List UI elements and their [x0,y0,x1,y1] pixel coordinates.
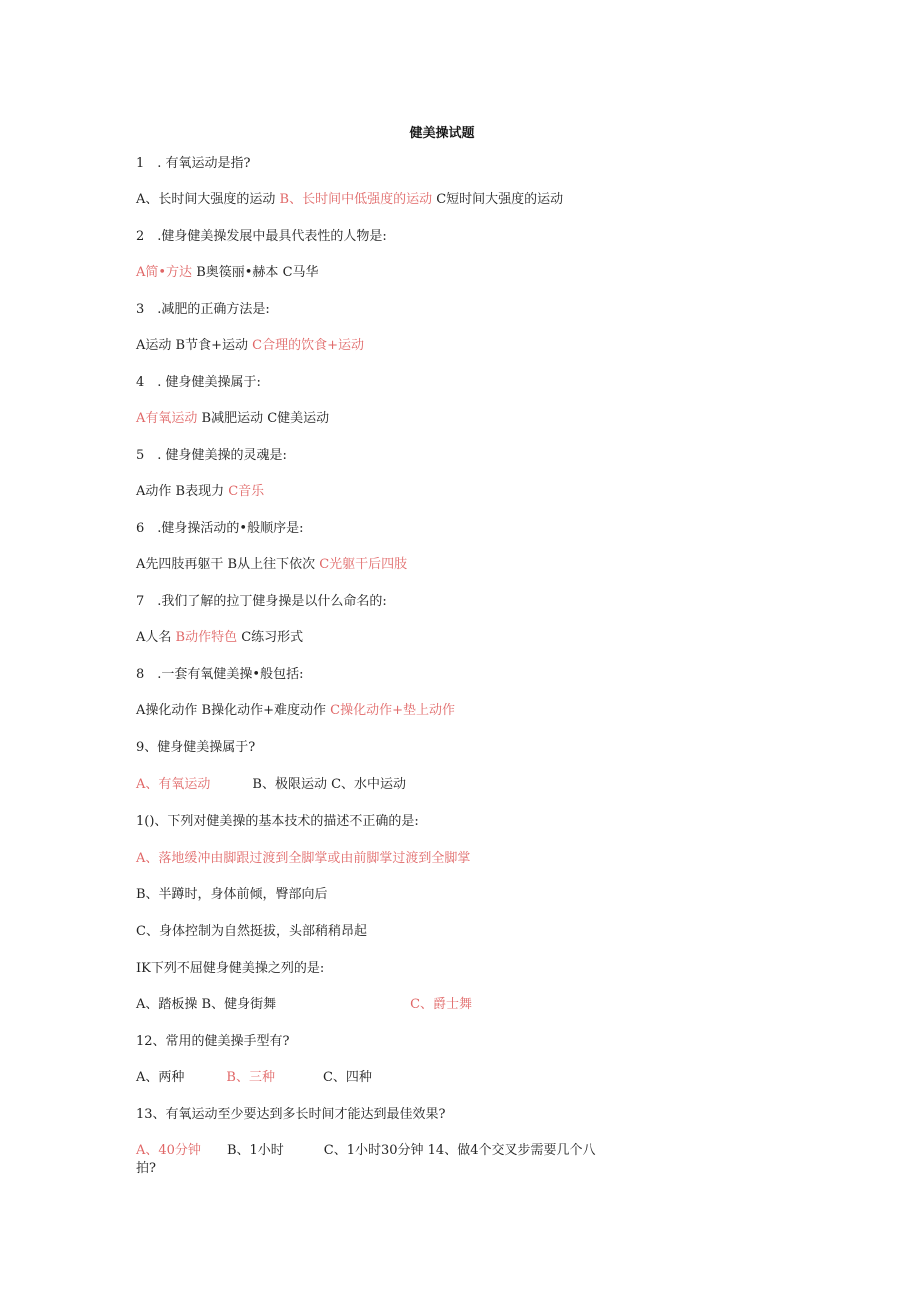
question-6: 6 .健身操活动的•般顺序是: [136,521,304,536]
question-5: 5 . 健身健美操的灵魂是: [136,448,287,463]
answer-2b: B奥篌丽•赫本 [196,265,283,280]
answers-11 [136,996,472,1014]
question-10: 1()、下列对健美操的基本技术的描述不正确的是: [136,814,419,829]
question-13: 13、有氧运动至少要达到多长时间才能达到最佳效果? [136,1107,446,1122]
answer-3a: A运动 [136,338,176,353]
answer-1b: B、长时间中低强度的运动 [279,192,437,207]
answers-8 [136,702,455,720]
answer-6c: C光躯干后四肢 [319,557,408,572]
answers-3 [136,337,364,355]
question-7: 7 .我们了解的拉丁健身操是以什么命名的: [136,594,387,609]
question-11: IK下列不屈健身健美操之列的是: [136,961,325,976]
page-title: 健美操试题 [409,126,475,141]
answer-2c: C马华 [282,265,319,280]
answer-8b: B操化动作+难度动作 [201,703,331,718]
answers-5 [136,483,264,501]
answer-9a: A、有氧运动 [136,777,211,792]
question-2: 2 .健身健美操发展中最具代表性的人物是: [136,229,387,244]
answer-4a: A有氧运动 [136,411,202,426]
answer-12b: B、三种 [226,1070,275,1085]
answer-9b: B、极限运动 [252,777,332,792]
answer-6a: A先四肢再躯干 [136,557,228,572]
answer-4b: B减肥运动 [201,411,268,426]
answer-3c: C合理的饮食+运动 [252,338,364,353]
answer-5b: B表现力 [175,484,229,499]
answer-10a: A、落地缓冲由脚跟过渡到全脚掌或由前脚掌过渡到全脚掌 [136,851,471,866]
answer-11b: B、健身街舞 [201,997,277,1012]
answer-10c: C、身体控制为自然挺拔，头部稍稍昂起 [136,924,367,939]
answers-12 [136,1069,372,1087]
answer-13b: B、1小时 [226,1143,284,1158]
question-3: 3 .减肥的正确方法是: [136,302,270,317]
answer-10b: B、半蹲时，身体前倾，臀部向后 [136,887,328,902]
question-8: 8 .一套有氧健美操•般包括: [136,667,304,682]
question-12: 12、常用的健美操手型有? [136,1034,290,1049]
answers-2 [136,264,319,282]
question-9: 9、健身健美操属于? [136,740,256,755]
answers-1 [136,191,563,209]
answer-12c: C、四种 [322,1070,372,1085]
answer-12a: A、两种 [136,1070,185,1085]
answers-13 [136,1142,606,1178]
answer-6b: B从上往下依次 [227,557,320,572]
answer-11a: A、踏板操 [136,997,202,1012]
answers-9 [136,776,406,794]
answers-4 [136,410,329,428]
answer-13a: A、40分钟 [136,1143,201,1158]
answer-4c: C健美运动 [267,411,330,426]
answer-8c: C操化动作+垫上动作 [330,703,455,718]
answer-13c: C、1小时30分钟 14、做4个交叉步需要几个八拍? [136,1143,596,1176]
answer-1a: A、长时间大强度的运动 [136,192,280,207]
question-1: 1 . 有氧运动是指? [136,156,251,171]
answer-3b: B节食+运动 [175,338,253,353]
answers-7 [136,629,303,647]
answer-2a: A简•方达 [136,265,197,280]
answer-5c: C音乐 [228,484,265,499]
answer-7b: B动作特色 [175,630,242,645]
answer-1c: C短时间大强度的运动 [436,192,564,207]
answer-8a: A操化动作 [136,703,202,718]
answers-6 [136,556,407,574]
answer-7a: A人名 [136,630,176,645]
answer-5a: A动作 [136,484,176,499]
question-4: 4 . 健身健美操属于: [136,375,261,390]
answer-9c: C、水中运动 [331,777,407,792]
answer-11c: C、爵士舞 [410,997,473,1012]
answer-7c: C练习形式 [241,630,304,645]
